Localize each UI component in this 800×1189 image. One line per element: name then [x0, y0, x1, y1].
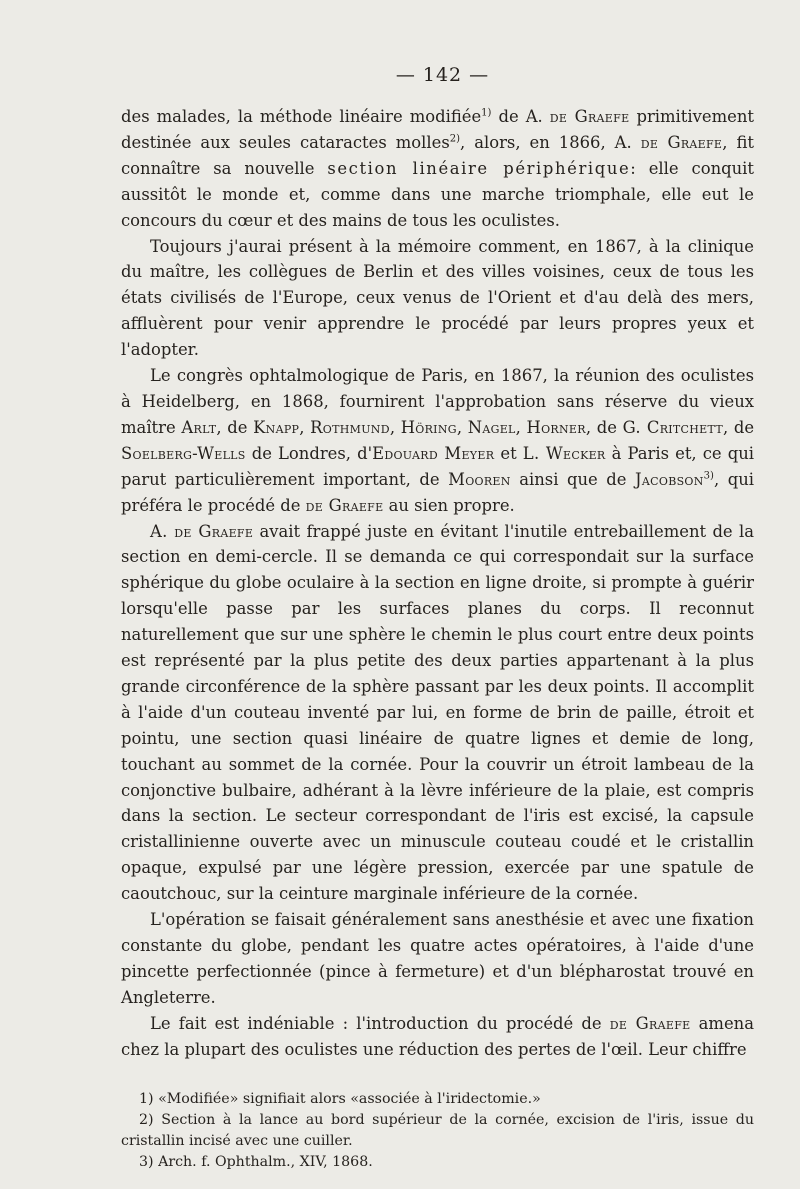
author-name: Arlt — [181, 417, 217, 437]
paragraph-5 — [121, 907, 754, 1011]
footnote-2: 2) Section à la lance au bord supérieur de la cornée, excision de l'iris, issue du cristallin incisé avec une cuiller. — [121, 1111, 754, 1149]
paragraph-2 — [121, 234, 754, 364]
text-run: , — [299, 417, 311, 437]
author-name: de Graefe — [640, 132, 723, 152]
text-run: Le congrès ophtalmologique de Paris, en 1867, la réunion des oculistes à Heidelberg, en 1868, fournirent l'approbation sans réserve du vieux maître — [121, 366, 754, 437]
paragraph-6 — [121, 1011, 754, 1063]
text-run: , alors, en 1866, A. — [460, 132, 641, 152]
footnotes — [121, 1089, 754, 1173]
text-run: , de — [722, 417, 755, 437]
author-name: A. de Graefe — [150, 521, 254, 541]
page-number: — 142 — — [395, 64, 490, 86]
footnote-ref: 1) — [481, 107, 492, 119]
text-run: et — [494, 443, 523, 463]
emphasized-term: section linéaire périphérique — [327, 158, 631, 178]
text-run: Toujours j'aurai présent à la mémoire comment, en 1867, à la clinique du maître, les collègues de Berlin et des villes voisines, ceux de tous les états civilisés de l'Europe, ceux venus de l'Orient et d'au delà des mers, affluèrent pour venir apprendre le procédé par leurs propres yeux et l'adopter. — [121, 236, 754, 360]
author-name: Knapp — [253, 417, 300, 437]
author-name: Horner — [526, 417, 586, 437]
text-run: : elle conquit aussitôt le monde et, comme dans une marche triomphale, elle eut le concours du cœur et des mains de tous les oculistes. — [121, 158, 755, 230]
text-run: , — [456, 417, 468, 437]
author-name: Edouard Meyer — [372, 443, 495, 463]
text-run: , — [389, 417, 401, 437]
footnote-ref: 2) — [449, 133, 460, 145]
text-run: à Paris et, ce qui parut particulièrement important, de — [121, 443, 755, 489]
body-text — [121, 104, 754, 1063]
text-run: amena chez la plupart des oculistes une réduction des pertes de l'œil. Leur chiffre — [121, 1013, 754, 1059]
author-name: Jacobson — [635, 469, 704, 489]
author-name: Rothmund — [310, 417, 390, 437]
author-name: G. Critchett — [622, 417, 723, 437]
text-run: , de — [216, 417, 254, 437]
text-run: de A. — [491, 107, 550, 126]
text-run: Le fait est indéniable : l'introduction du procédé de — [150, 1013, 610, 1033]
paragraph-3 — [121, 363, 754, 518]
text-run: L'opération se faisait généralement sans anesthésie et avec une fixation constante du globe, pendant les quatre actes opératoires, à l'aide d'une pincette perfectionnée (pince à fermeture) et d'un blépharostat trouvé en Angleterre. — [121, 910, 754, 1007]
text-run: , qui préféra le procédé de — [121, 469, 754, 515]
author-name: Soelberg-Wells — [121, 443, 246, 463]
author-name: Nagel — [467, 417, 516, 437]
footnote-3: 3) Arch. f. Ophthalm., XIV, 1868. — [139, 1153, 373, 1170]
author-name: de Graefe — [609, 1013, 691, 1033]
text-run: primitivement destinée aux seules cataractes molles — [121, 107, 754, 152]
text-run: au sien propre. — [383, 495, 515, 515]
author-name: de Graefe — [549, 107, 630, 126]
text-run: ainsi que de — [510, 469, 636, 489]
text-run: avait frappé juste en évitant l'inutile entrebaillement de la section en demi-cercle. Il se demanda ce qui correspondait sur la surface sphérique du globe oculaire à la section en ligne droite, si prompte à guérir lorsqu'elle passe par les surfaces planes du corps. Il reconnut naturellement que sur une sphère le chemin le plus court entre deux points est représenté par la plus petite des deux parties appartenant à la plus grande circonférence de la sphère passant par les deux points. Il accomplit à l'aide d'un couteau inventé par lui, en forme de brin de paille, étroit et pointu, une section quasi linéaire de quatre lignes et demie de long, touchant au sommet de la cornée. Pour la couvrir un étroit lambeau de la conjonctive bulbaire, adhérant à la lèvre inférieure de la plaie, est compris dans la section. Le secteur correspondant de l'iris est excisé, la capsule cristallinienne ouverte avec un minuscule couteau coudé et le cristallin opaque, expulsé par une légère pression, exercée par une spatule de caoutchouc, sur la ceinture marginale inférieure de la cornée. — [121, 521, 754, 904]
text-run: , fit connaître sa nouvelle — [121, 132, 754, 178]
text-run: , — [515, 417, 527, 437]
paragraph-4 — [121, 519, 754, 908]
author-name: L. Wecker — [522, 443, 606, 463]
author-name: Mooren — [448, 469, 511, 489]
paragraph-1 — [121, 104, 754, 234]
text-run: de Londres, d' — [245, 443, 373, 463]
text-run: des malades, la méthode linéaire modifiée — [121, 107, 482, 126]
footnote-1: 1) «Modifiée» signifiait alors «associée à l'iridectomie.» — [139, 1090, 541, 1107]
text-run: , de — [585, 417, 623, 437]
author-name: Höring — [400, 417, 457, 437]
footnote-ref: 3) — [703, 470, 714, 482]
author-name: de Graefe — [305, 495, 384, 515]
